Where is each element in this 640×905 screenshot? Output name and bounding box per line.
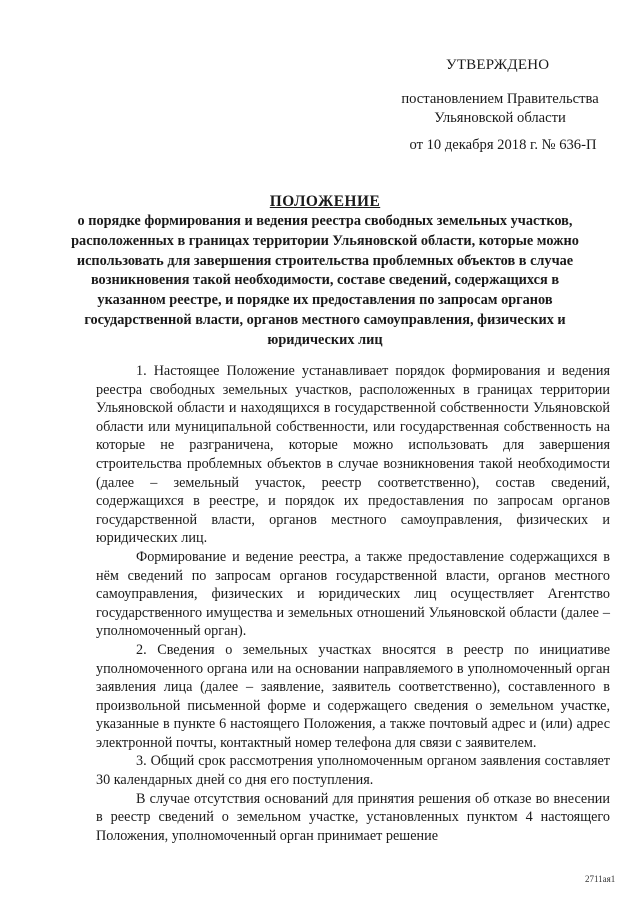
document-body xyxy=(96,362,610,845)
resolution-line-2: Ульяновской области xyxy=(434,110,566,126)
document-code: 2711ая1 xyxy=(585,874,616,884)
resolution-date: от 10 декабря 2018 г. № 636-П xyxy=(409,137,597,153)
paragraph-3: 2. Сведения о земельных участках вносятся в реестр по инициативе уполномоченного органа или на основании направляемого в уполномоченный орган заявления лица (далее – заявление, заявитель соответственно), составленного в произвольной письменной форме и содержащего сведения о земельном участке, указанные в пункте 6 настоящего Положения, а также почтовый адрес и (или) адрес электронной почты, контактный номер телефона для связи с заявителем. xyxy=(96,641,610,751)
paragraph-4: 3. Общий срок рассмотрения уполномоченным органом заявления составляет 30 календарных дней со дня его поступления. xyxy=(96,753,610,789)
approved-stamp: УТВЕРЖДЕНО xyxy=(446,57,550,73)
resolution-reference xyxy=(380,90,620,128)
document-title: ПОЛОЖЕНИЕ xyxy=(269,193,381,210)
resolution-line-1: постановлением Правительства xyxy=(401,91,599,107)
paragraph-1: 1. Настоящее Положение устанавливает порядок формирования и ведения реестра свободных земельных участков, расположенных в границах территории Ульяновской области и находящихся в государственной собственности Ульяновской области или муниципальной собственности, или государственная собственность на которые не разграничена, которые можно использовать для завершения строительства проблемных объектов в случае возникновения такой необходимости (далее – земельный участок, реестр соответственно), состав сведений, содержащихся в реестре, и порядок их предоставления по запросам органов государственной власти, органов местного самоуправления, физических и юридических лиц. xyxy=(96,363,610,547)
document-subtitle: о порядке формирования и ведения реестра свободных земельных участков, расположенных в границах территории Ульяновской области, которые можно использовать для завершения строительства проблемных объектов в случае возникновения такой необходимости, составе сведений, содержащихся в указанном реестре, и порядке их предоставления по запросам органов государственной власти, органов местного самоуправления, физических и юридических лиц xyxy=(71,213,579,348)
paragraph-2: Формирование и ведение реестра, а также предоставление содержащихся в нём сведений по запросам органов государственной власти, органов местного самоуправления, физических и юридических лиц осуществляет Агентство государственного имущества и земельных отношений Ульяновской области (далее – уполномоченный орган). xyxy=(96,548,610,640)
paragraph-5: В случае отсутствия оснований для принятия решения об отказе во внесении в реестр сведений о земельном участке, установленных пунктом 4 настоящего Положения, уполномоченный орган принимает решение xyxy=(96,790,610,844)
